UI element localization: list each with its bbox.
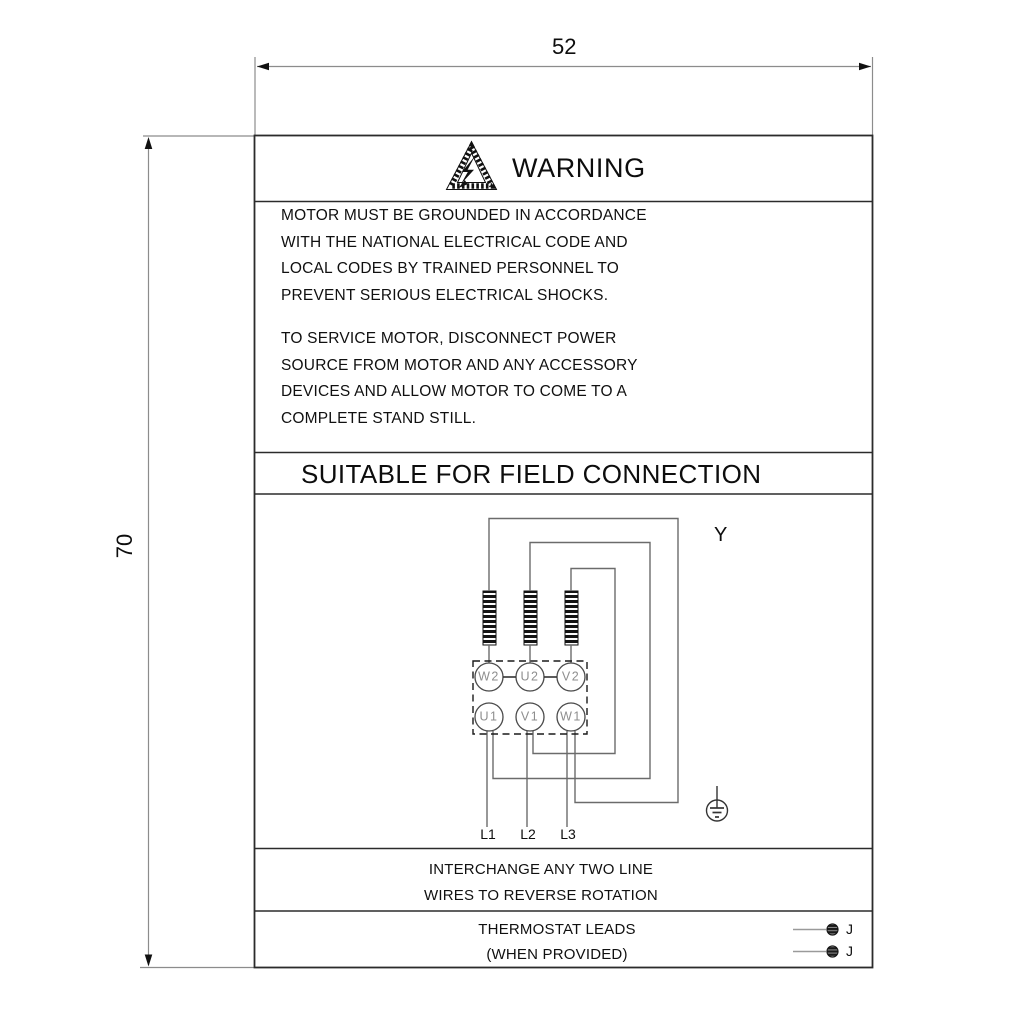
earth-ground-icon [707,786,728,821]
rotation-note-line1: INTERCHANGE ANY TWO LINE [428,861,654,878]
paragraph-line: WITH THE NATIONAL ELECTRICAL CODE AND [281,233,628,251]
paragraph-line: LOCAL CODES BY TRAINED PERSONNEL TO [281,260,620,278]
thermostat-note [405,917,709,967]
paragraph-line: MOTOR MUST BE GROUNDED IN ACCORDANCE [281,207,647,224]
grounding-paragraph [281,203,647,309]
winding-coils [483,591,578,645]
lead-l3: L3 [560,826,576,842]
paragraph-line: TO SERVICE MOTOR, DISCONNECT POWER [281,330,617,347]
paragraph-line: PREVENT SERIOUS ELECTRICAL SHOCKS. [281,286,609,304]
rotation-note-line2: WIRES TO REVERSE ROTATION [424,887,658,904]
field-connection-title: SUITABLE FOR FIELD CONNECTION [301,459,762,489]
height-dimension [140,136,254,968]
terminal-v1: V1 [520,709,540,724]
paragraph-line: COMPLETE STAND STILL. [281,409,477,427]
terminal-w2: W2 [478,669,500,684]
terminal-u1: U1 [479,709,499,724]
width-dimension [255,57,873,135]
warning-title: WARNING [512,153,646,183]
thermostat-lead-symbols [793,924,838,957]
wye-connection-label: Y [714,524,728,546]
thermostat-lead-j1: J [846,921,853,937]
service-paragraph [281,326,638,432]
thermostat-lead-j2: J [846,943,853,959]
height-dimension-label: 70 [112,533,138,559]
thermostat-note-line1: THERMOSTAT LEADS [478,921,636,938]
lead-l1: L1 [480,826,496,842]
paragraph-line: DEVICES AND ALLOW MOTOR TO COME TO A [281,383,627,401]
terminal-u2: U2 [520,669,540,684]
rotation-note [389,857,693,909]
paragraph-line: SOURCE FROM MOTOR AND ANY ACCESSORY [281,356,638,374]
width-dimension-label: 52 [552,34,577,59]
terminal-w1: W1 [560,709,582,724]
thermostat-note-line2: (WHEN PROVIDED) [486,946,628,963]
lead-l2: L2 [520,826,536,842]
high-voltage-warning-triangle-icon [447,142,497,190]
terminal-v2: V2 [561,669,581,684]
